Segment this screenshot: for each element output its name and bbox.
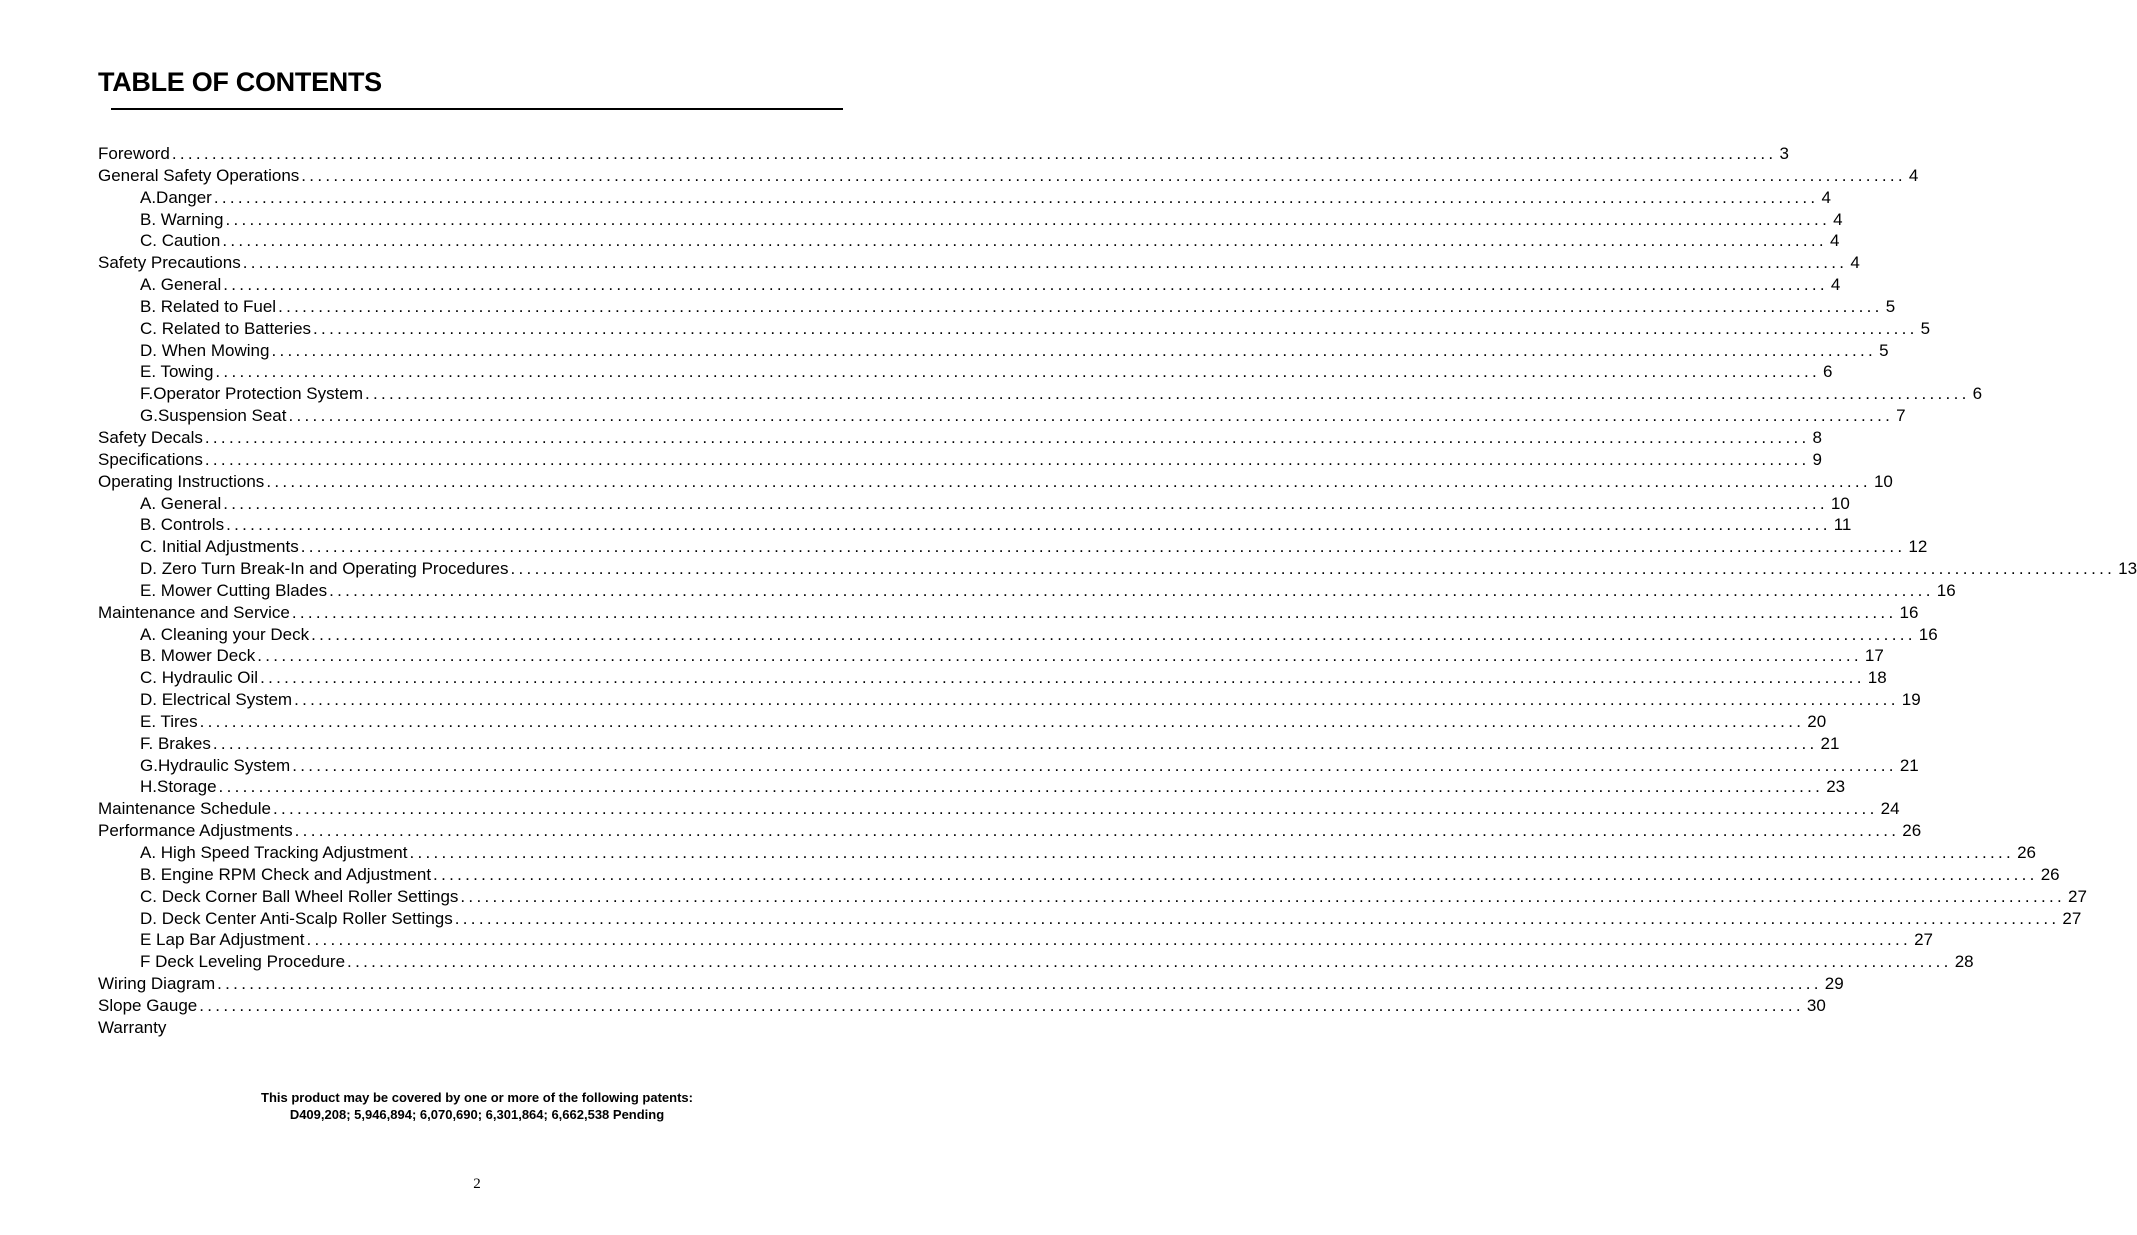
toc-dot-leader: ........................................................................................................................................................................................................ (215, 362, 1821, 382)
toc-dot-leader: ........................................................................................................................................................................................................ (257, 646, 1862, 666)
toc-entry-label: E. Tires (140, 711, 198, 731)
toc-dot-leader: ........................................................................................................................................................................................................ (301, 165, 1906, 185)
toc-entry-label: Wiring Diagram (98, 974, 216, 994)
toc-subentry (98, 340, 1889, 362)
toc-entry-label: Maintenance and Service (98, 602, 290, 622)
toc-entry-page-number: 26 (2040, 864, 2060, 884)
toc-dot-leader: ........................................................................................................................................................................................................ (364, 384, 1970, 404)
toc-dot-leader: ........................................................................................................................................................................................................ (288, 406, 1894, 426)
toc-subentry (98, 558, 2137, 580)
toc-dot-leader: ........................................................................................................................................................................................................ (223, 493, 1828, 513)
toc-entry-label: F.Operator Protection System (140, 384, 363, 404)
toc-subentry (98, 536, 1928, 558)
toc-entry-label: C. Deck Corner Ball Wheel Roller Settings (140, 886, 459, 906)
toc-dot-leader: ........................................................................................................................................................................................................ (313, 318, 1918, 338)
toc-dot-leader: ........................................................................................................................................................................................................ (291, 602, 1897, 622)
toc-entry (98, 1017, 843, 1039)
toc-dot-leader: ........................................................................................................................................................................................................ (225, 209, 1831, 229)
toc-entry-label: D. Deck Center Anti-Scalp Roller Settings (140, 908, 453, 928)
toc-entry-label: D. When Mowing (140, 340, 270, 360)
toc-subentry (98, 580, 1956, 602)
toc-dot-leader: ........................................................................................................................................................................................................ (226, 515, 1831, 535)
toc-entry-label: Operating Instructions (98, 471, 265, 491)
toc-subentry (98, 187, 1831, 209)
toc-entry-page-number: 6 (1972, 384, 1983, 404)
toc-entry-page-number: 30 (1806, 995, 1826, 1015)
toc-dot-leader: ........................................................................................................................................................................................................ (222, 231, 1827, 251)
toc-dot-leader: ........................................................................................................................................................................................................ (311, 624, 1916, 644)
toc-entry-page-number: 27 (2068, 886, 2087, 906)
toc-subentry (98, 493, 1850, 515)
toc-entry-page-number: 4 (1908, 165, 1919, 185)
toc-entry (98, 973, 1844, 995)
toc-dot-leader: ........................................................................................................................................................................................................ (212, 733, 1818, 753)
toc-subentry (98, 951, 1974, 973)
toc-subentry (98, 711, 1827, 733)
toc-entry (98, 602, 1919, 624)
toc-entry-label: Warranty (98, 1017, 167, 1037)
toc-entry-page-number: 4 (1830, 275, 1841, 295)
toc-dot-leader: ........................................................................................................................................................................................................ (329, 580, 1934, 600)
toc-entry (98, 143, 1789, 165)
toc-entry-label: Safety Decals (98, 427, 203, 447)
toc-subentry (98, 296, 1896, 318)
toc-entry-page-number: 12 (1908, 537, 1928, 557)
toc-dot-leader: ........................................................................................................................................................................................................ (217, 974, 1822, 994)
toc-dot-leader: ........................................................................................................................................................................................................ (433, 864, 2038, 884)
page-title: TABLE OF CONTENTS (98, 67, 382, 97)
toc-subentry (98, 842, 2036, 864)
toc-entry-page-number: 17 (1864, 646, 1884, 666)
toc-subentry (98, 383, 1983, 405)
toc-subentry (98, 864, 2060, 886)
toc-subentry (98, 209, 1843, 231)
toc-dot-leader: ........................................................................................................................................................................................................ (266, 471, 1871, 491)
toc-subentry (98, 755, 1919, 777)
toc-subentry (98, 929, 1933, 951)
toc-entry-label: F. Brakes (140, 733, 211, 753)
toc-entry-page-number: 16 (1936, 580, 1956, 600)
toc-entry-label: D. Zero Turn Break-In and Operating Procedures (140, 559, 509, 579)
toc-entry-label: Safety Precautions (98, 253, 241, 273)
toc-entry (98, 449, 1822, 471)
toc-entry-page-number: 7 (1896, 406, 1906, 426)
toc-subentry (98, 274, 1841, 296)
toc-entry-label: B. Engine RPM Check and Adjustment (140, 864, 432, 884)
toc-entry-label: E. Mower Cutting Blades (140, 580, 328, 600)
toc-entry-page-number: 27 (2062, 908, 2082, 928)
patent-notice-line-1: This product may be covered by one or more of the following patents: (261, 1090, 693, 1105)
toc-entry-label: E. Towing (140, 362, 214, 382)
toc-entry-page-number: 10 (1873, 471, 1893, 491)
toc-entry-page-number: 9 (1812, 449, 1822, 469)
toc-entry-label: A. High Speed Tracking Adjustment (140, 843, 408, 862)
toc-entry-page-number: 26 (2017, 843, 2036, 862)
toc-entry-label: Foreword (98, 144, 170, 163)
toc-entry-page-number: 5 (1879, 340, 1889, 360)
toc-entry-label: Maintenance Schedule (98, 799, 271, 819)
toc-dot-leader: ........................................................................................................................................................................................................ (460, 886, 2066, 906)
toc-entry (98, 252, 1860, 274)
toc-subentry (98, 624, 1938, 646)
toc-dot-leader: ........................................................................................................................................................................................................ (510, 559, 2116, 579)
toc-entry-page-number: 21 (1899, 755, 1919, 775)
toc-dot-leader: ........................................................................................................................................................................................................ (278, 296, 1883, 316)
toc-entry (98, 165, 1919, 187)
toc-entry-page-number: 26 (1902, 821, 1922, 841)
toc-subentry (98, 230, 1840, 252)
toc-dot-leader: ........................................................................................................................................................................................................ (347, 952, 1952, 972)
toc-entry-label: Performance Adjustments (98, 821, 293, 841)
toc-entry-page-number: 27 (1914, 930, 1933, 950)
toc-entry-label: H.Storage (140, 777, 217, 797)
toc-subentry (98, 405, 1906, 427)
toc-entry-label: C. Caution (140, 231, 221, 251)
toc-entry-page-number: 6 (1823, 362, 1833, 382)
toc-entry-page-number: 10 (1830, 493, 1850, 513)
toc-entry-label: General Safety Operations (98, 165, 300, 185)
toc-entry-label: C. Related to Batteries (140, 318, 312, 338)
toc-entry-page-number: 19 (1901, 690, 1921, 710)
toc-entry-page-number: 28 (1954, 952, 1974, 972)
toc-subentry (98, 361, 1833, 383)
toc-dot-leader: ........................................................................................................................................................................................................ (218, 777, 1824, 797)
toc-subentry (98, 886, 2087, 908)
toc-entry-label: C. Initial Adjustments (140, 537, 299, 557)
title-divider (111, 108, 843, 110)
toc-entry-page-number: 5 (1920, 318, 1931, 338)
toc-entry-label: A. Cleaning your Deck (140, 624, 310, 644)
toc-entry-page-number: 4 (1833, 209, 1843, 229)
toc-dot-leader: ........................................................................................................................................................................................................ (199, 995, 1804, 1015)
toc-entry-label: A. General (140, 493, 222, 513)
toc-subentry (98, 645, 1884, 667)
toc-entry-page-number: 4 (1821, 187, 1831, 207)
toc-subentry (98, 908, 2082, 930)
toc-entry-label: E Lap Bar Adjustment (140, 930, 305, 950)
toc-dot-leader: ........................................................................................................................................................................................................ (223, 275, 1828, 295)
toc-entry-label: C. Hydraulic Oil (140, 668, 259, 688)
toc-dot-leader: ........................................................................................................................................................................................................ (409, 843, 2015, 862)
toc-entry-page-number: 18 (1867, 668, 1887, 688)
toc-entry-page-number: 29 (1824, 974, 1844, 994)
toc-subentry (98, 776, 1846, 798)
toc-entry-page-number: 20 (1807, 711, 1827, 731)
toc-entry-label: A.Danger (140, 187, 212, 207)
toc-entry-page-number: 16 (1899, 602, 1919, 622)
toc-dot-leader: ........................................................................................................................................................................................................ (306, 930, 1912, 950)
toc-dot-leader: ........................................................................................................................................................................................................ (300, 537, 1906, 557)
toc-dot-leader: ........................................................................................................................................................................................................ (271, 340, 1877, 360)
toc-entry (98, 995, 1826, 1017)
toc-dot-leader: ........................................................................................................................................................................................................ (260, 668, 1865, 688)
toc-entry-label: Slope Gauge (98, 995, 198, 1015)
toc-subentry (98, 514, 1852, 536)
toc-entry-page-number: 4 (1850, 253, 1860, 273)
toc-entry-label: G.Hydraulic System (140, 755, 291, 775)
toc-dot-leader: ........................................................................................................................................................................................................ (242, 253, 1848, 273)
toc-dot-leader: ........................................................................................................................................................................................................ (294, 821, 1900, 841)
toc-entry (98, 820, 1922, 842)
toc-entry-label: B. Mower Deck (140, 646, 256, 666)
toc-entry-page-number: 4 (1829, 231, 1840, 251)
toc-entry-page-number: 16 (1918, 624, 1938, 644)
toc-entry (98, 471, 1893, 493)
toc-dot-leader: ........................................................................................................................................................................................................ (204, 427, 1810, 447)
toc-dot-leader: ........................................................................................................................................................................................................ (213, 187, 1819, 207)
toc-entry-page-number: 3 (1779, 144, 1789, 163)
toc-dot-leader: ........................................................................................................................................................................................................ (454, 908, 2060, 928)
toc-entry-label: B. Controls (140, 515, 225, 535)
toc-entry (98, 427, 1822, 449)
toc-entry-page-number: 24 (1880, 799, 1900, 819)
toc-entry-label: G.Suspension Seat (140, 406, 287, 426)
toc-entry-label: B. Warning (140, 209, 224, 229)
toc-subentry (98, 318, 1931, 340)
toc-subentry (98, 667, 1887, 689)
toc-entry-label: Specifications (98, 449, 203, 469)
table-of-contents (98, 143, 2137, 1039)
toc-entry-label: F Deck Leveling Procedure (140, 952, 346, 972)
toc-dot-leader: ........................................................................................................................................................................................................ (199, 711, 1805, 731)
toc-subentry (98, 733, 1840, 755)
toc-dot-leader: ........................................................................................................................................................................................................ (204, 449, 1810, 469)
toc-entry-page-number: 5 (1885, 296, 1896, 316)
toc-entry-label: B. Related to Fuel (140, 296, 277, 316)
toc-dot-leader: ........................................................................................................................................................................................................ (294, 690, 1899, 710)
page-number: 2 (473, 1176, 481, 1192)
toc-entry-label: A. General (140, 275, 222, 295)
toc-dot-leader: ........................................................................................................................................................................................................ (272, 799, 1878, 819)
toc-entry-page-number: 23 (1826, 777, 1846, 797)
toc-entry-label: D. Electrical System (140, 690, 293, 710)
toc-entry-page-number: 13 (2118, 559, 2137, 579)
patent-notice-line-2: D409,208; 5,946,894; 6,070,690; 6,301,864; 6,662,538 Pending (289, 1107, 665, 1122)
toc-entry-page-number: 21 (1820, 733, 1840, 753)
toc-entry (98, 798, 1900, 820)
toc-entry-page-number: 11 (1833, 515, 1852, 535)
toc-dot-leader: ........................................................................................................................................................................................................ (171, 144, 1777, 163)
toc-subentry (98, 689, 1921, 711)
toc-entry-page-number: 8 (1812, 427, 1822, 447)
toc-dot-leader: ........................................................................................................................................................................................................ (292, 755, 1897, 775)
